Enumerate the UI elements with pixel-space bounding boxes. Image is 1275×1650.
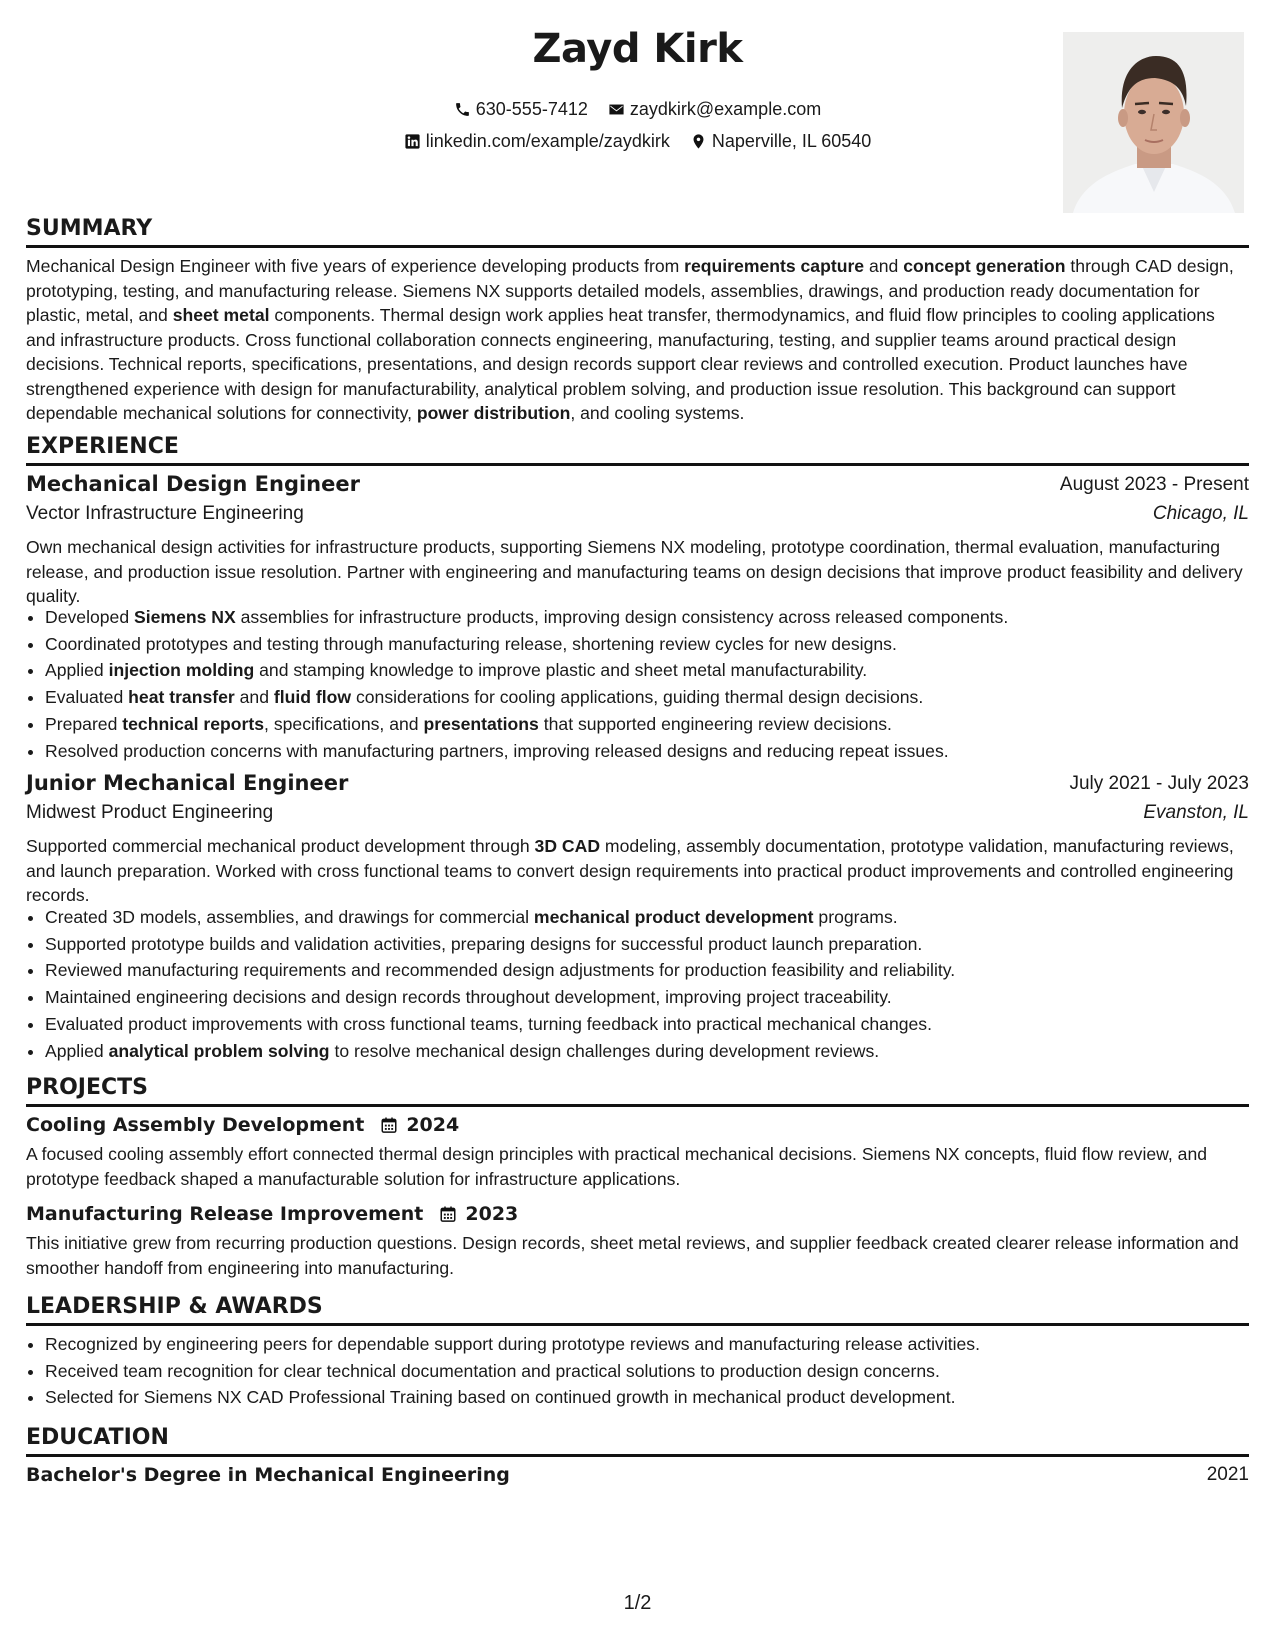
job-bullets-1 <box>26 604 1268 764</box>
location-contact <box>690 131 871 152</box>
summary-heading: SUMMARY <box>26 216 1249 248</box>
text-segment: Resolved production concerns with manufacturing partners, improving released designs and reducing repeat issues. <box>45 740 949 761</box>
text-segment: Coordinated prototypes and testing through manufacturing release, shortening review cycles for new designs. <box>45 633 897 654</box>
leadership-heading: LEADERSHIP & AWARDS <box>26 1294 1249 1326</box>
job-location-1: Chicago, IL <box>1152 503 1249 524</box>
text-segment: , and cooling systems. <box>570 403 745 423</box>
education-year: 2021 <box>1206 1464 1249 1485</box>
job-company-1: Vector Infrastructure Engineering <box>26 503 304 524</box>
project-year-2: 2023 <box>465 1203 519 1225</box>
projects-heading: PROJECTS <box>26 1075 1249 1107</box>
bold-keyword: concept generation <box>903 256 1066 276</box>
text-segment: components. Thermal design work applies heat transfer, thermodynamics, and fluid flow principles to cooling applications and infrastructure products. Cross functional collaboration connects engineering, manufacturing, testing, and supplier teams around practical design decisions. Technical reports, specifications, presentations, and design records support clear reviews and controlled execution. Product launches have strengthened experience with design for manufacturability, analytical problem solving, and production issue resolution. This background can support dependable mechanical solutions for connectivity, <box>26 305 1215 423</box>
bold-keyword: heat transfer <box>128 687 235 708</box>
email-contact[interactable] <box>608 99 821 120</box>
bold-keyword: presentations <box>423 713 539 734</box>
job-location-2: Evanston, IL <box>1143 802 1249 823</box>
bullet-item <box>45 604 1268 631</box>
bullet-item <box>45 957 1268 984</box>
text-segment: Evaluated <box>45 687 129 708</box>
bold-keyword: sheet metal <box>172 305 270 325</box>
envelope-icon <box>608 101 625 118</box>
job-bullets-2 <box>26 904 1268 1064</box>
leadership-list <box>26 1331 1268 1411</box>
experience-heading: EXPERIENCE <box>26 434 1249 466</box>
education-heading: EDUCATION <box>26 1425 1249 1457</box>
bold-keyword: Siemens NX <box>134 607 236 627</box>
bullet-item <box>45 931 1268 958</box>
text-segment: and stamping knowledge to improve plastic and sheet metal manufacturability. <box>254 660 868 681</box>
email-text: zaydkirk@example.com <box>629 99 822 119</box>
text-segment: to resolve mechanical design challenges during development reviews. <box>329 1040 880 1061</box>
text-segment: Developed <box>45 607 135 627</box>
phone-text: 630-555-7412 <box>475 99 588 119</box>
location-text: Naperville, IL 60540 <box>711 131 872 151</box>
leadership-item: • Selected for Siemens NX CAD Professional Training based on continued growth in mechanical product development. <box>45 1384 1268 1411</box>
job-dates-1: August 2023 - Present <box>1059 474 1249 495</box>
project-title-2 <box>26 1203 518 1225</box>
text-segment: through CAD design, prototyping, testing, and manufacturing release. Siemens NX supports detailed models, assemblies, drawings, and production ready documentation for plastic, metal, and <box>26 256 1234 325</box>
text-segment: Prepared <box>45 713 123 734</box>
bullet-item <box>45 738 1268 765</box>
text-segment: Created 3D models, assemblies, and drawings for commercial <box>45 907 534 927</box>
job-description-2 <box>26 834 1249 908</box>
text-segment: Evaluated product improvements with cross functional teams, turning feedback into practical mechanical changes. <box>45 1013 932 1034</box>
job-dates-2: July 2021 - July 2023 <box>1069 773 1249 794</box>
bold-keyword: requirements capture <box>684 256 865 276</box>
bold-keyword: mechanical product development <box>533 907 814 927</box>
profile-photo <box>1063 32 1244 213</box>
bullet-item <box>45 631 1268 658</box>
job-title-2: Junior Mechanical Engineer <box>26 771 349 795</box>
leadership-item: • Recognized by engineering peers for dependable support during prototype reviews and manufacturing release activities. <box>45 1331 1268 1358</box>
bullet-item <box>45 657 1268 684</box>
job-company-2: Midwest Product Engineering <box>26 802 274 823</box>
text-segment: Reviewed manufacturing requirements and recommended design adjustments for production feasibility and reliability. <box>45 960 956 981</box>
project-description-2: This initiative grew from recurring production questions. Design records, sheet metal reviews, and supplier feedback created clearer release information and smoother handoff from engineering into manufacturing. <box>26 1233 1239 1278</box>
bullet-item <box>45 711 1268 738</box>
text-segment: and <box>864 256 904 276</box>
page-number: 1/2 <box>623 1592 652 1614</box>
education-degree: Bachelor's Degree in Mechanical Engineering <box>26 1464 510 1486</box>
phone-contact[interactable] <box>454 99 588 120</box>
bullet-item <box>45 1038 1268 1065</box>
text-segment: assemblies for infrastructure products, improving design consistency across released components. <box>235 607 1009 627</box>
linkedin-icon <box>404 133 421 150</box>
text-segment: considerations for cooling applications, guiding thermal design decisions. <box>351 687 924 708</box>
bullet-item <box>45 984 1268 1011</box>
project-title-1 <box>26 1114 459 1136</box>
project-description-1: A focused cooling assembly effort connected thermal design principles with practical mechanical decisions. Siemens NX concepts, fluid flow review, and prototype feedback shaped a manufacturable solution for infrastructure applications. <box>26 1144 1208 1189</box>
bold-keyword: fluid flow <box>273 687 352 708</box>
text-segment: Maintained engineering decisions and design records throughout development, improving project traceability. <box>45 987 892 1008</box>
text-segment: Supported prototype builds and validation activities, preparing designs for successful product launch preparation. <box>45 933 923 954</box>
bold-keyword: technical reports <box>122 713 265 734</box>
text-segment: , specifications, and <box>264 713 424 734</box>
text-segment: Supported commercial mechanical product development through <box>26 836 535 856</box>
calendar-icon <box>439 1205 457 1223</box>
calendar-icon <box>380 1116 398 1134</box>
resume-header <box>26 20 1249 220</box>
job-title-1: Mechanical Design Engineer <box>26 472 360 496</box>
text-segment: and <box>234 687 274 708</box>
text-segment: Applied <box>45 1040 109 1061</box>
project-name-1: Cooling Assembly Development <box>26 1114 365 1136</box>
summary-text <box>26 254 1249 426</box>
text-segment: programs. <box>813 907 898 927</box>
bullet-item <box>45 1011 1268 1038</box>
bullet-item <box>45 684 1268 711</box>
leadership-item: • Received team recognition for clear technical documentation and practical solutions to production design concerns. <box>45 1358 1268 1385</box>
bold-keyword: 3D CAD <box>534 836 601 856</box>
bullet-item <box>45 904 1268 931</box>
text-segment: Mechanical Design Engineer with five years of experience developing products from <box>26 256 685 276</box>
project-year-1: 2024 <box>406 1114 460 1136</box>
text-segment: that supported engineering review decisions. <box>538 713 892 734</box>
linkedin-text: linkedin.com/example/zaydkirk <box>425 131 670 151</box>
bold-keyword: analytical problem solving <box>108 1040 330 1061</box>
candidate-name: Zayd Kirk <box>532 26 743 72</box>
phone-icon <box>454 101 471 118</box>
text-segment: modeling, assembly documentation, prototype validation, manufacturing reviews, and launch preparation. Worked with cross functional teams to convert design requirements into practical product improvements and controlled engineering records. <box>26 836 1234 905</box>
resume-page <box>26 0 1249 1650</box>
project-name-2: Manufacturing Release Improvement <box>26 1203 424 1225</box>
map-pin-icon <box>690 133 707 150</box>
bold-keyword: power distribution <box>416 403 571 423</box>
linkedin-contact[interactable] <box>404 131 670 152</box>
bold-keyword: injection molding <box>108 660 255 681</box>
text-segment: Applied <box>45 660 109 681</box>
job-description-1: Own mechanical design activities for infrastructure products, supporting Siemens NX modeling, prototype coordination, thermal evaluation, manufacturing release, and production issue resolution. Partner with engineering and manufacturing teams on design decisions that improve product feasibility and delivery quality. <box>26 537 1243 606</box>
